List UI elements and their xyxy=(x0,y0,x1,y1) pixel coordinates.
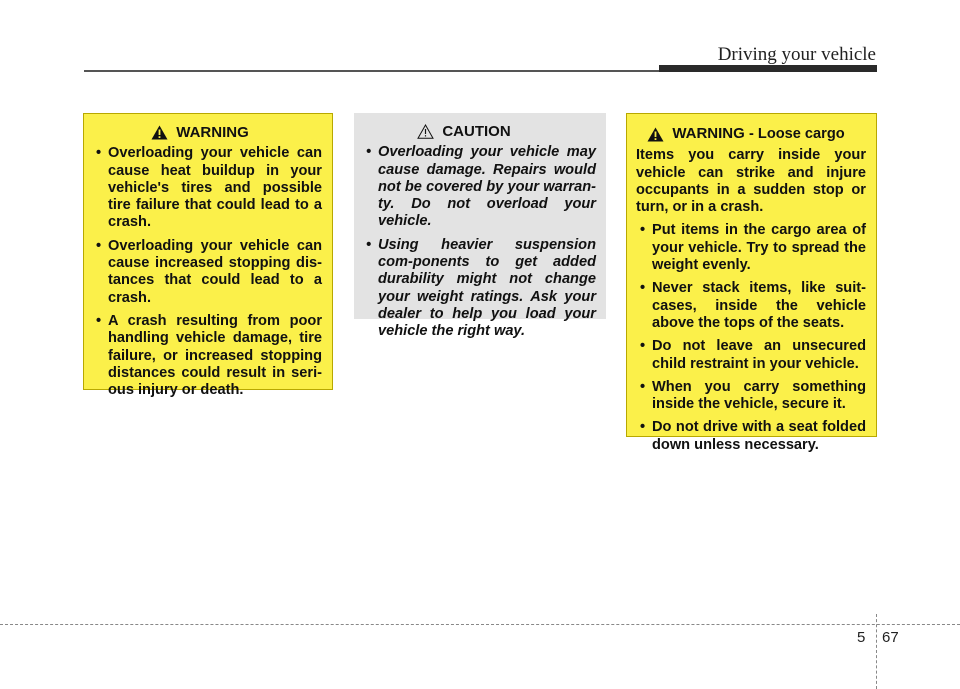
header-rule xyxy=(84,70,659,72)
caution-box xyxy=(354,113,606,340)
footer-divider xyxy=(876,614,877,689)
list-item: • Put items in the cargo area of your vehicle. Try to spread the weight evenly. xyxy=(636,222,866,274)
chapter-number: 5 xyxy=(857,629,866,646)
list-item: • Overloading your vehicle can cause heat buildup in your vehicle's tires and possible tire failure that could lead to a crash. xyxy=(92,145,322,231)
warning-triangle-icon xyxy=(151,125,168,140)
page-number: 67 xyxy=(882,629,899,646)
caution-title: CAUTION xyxy=(442,123,511,140)
list-item: • Overloading your vehicle may cause damage. Repairs would not be covered by your warran-ty. Do not overload your vehicle. xyxy=(362,144,596,230)
list-item: • Using heavier suspension com-ponents to get added durability might not change your weight ratings. Ask your dealer to help you load your vehicle the right way. xyxy=(362,237,596,341)
list-item: • When you carry something inside the vehicle, secure it. xyxy=(636,379,866,414)
warning-title: WARNING xyxy=(672,125,745,142)
list-item: • Do not drive with a seat folded down unless necessary. xyxy=(636,419,866,454)
header-rule-accent xyxy=(659,65,877,72)
warning-box-left xyxy=(83,113,333,399)
warning-heading xyxy=(78,124,322,141)
warning-intro: Items you carry inside your vehicle can strike and injure occupants in a sudden stop or turn, or in a crash. xyxy=(636,147,866,216)
section-title: Driving your vehicle xyxy=(717,44,876,65)
list-item: • A crash resulting from poor handling vehicle damage, tire failure, or increased stopping distances could result in seri-ous injury or death. xyxy=(92,313,322,399)
warning-subtitle: - Loose cargo xyxy=(748,126,845,142)
warning-triangle-icon xyxy=(647,127,664,142)
warning-list xyxy=(92,145,322,399)
caution-list xyxy=(362,144,596,340)
warning-list xyxy=(636,222,866,454)
caution-triangle-icon xyxy=(417,124,434,139)
warning-box-right xyxy=(626,113,877,453)
warning-title: WARNING xyxy=(176,124,249,141)
warning-heading xyxy=(626,125,866,143)
list-item: • Never stack items, like suit-cases, inside the vehicle above the tops of the seats. xyxy=(636,280,866,332)
list-item: • Do not leave an unsecured child restraint in your vehicle. xyxy=(636,338,866,373)
list-item: • Overloading your vehicle can cause increased stopping dis-tances that could lead to a crash. xyxy=(92,238,322,307)
caution-heading xyxy=(332,123,596,140)
footer-rule xyxy=(0,624,960,625)
